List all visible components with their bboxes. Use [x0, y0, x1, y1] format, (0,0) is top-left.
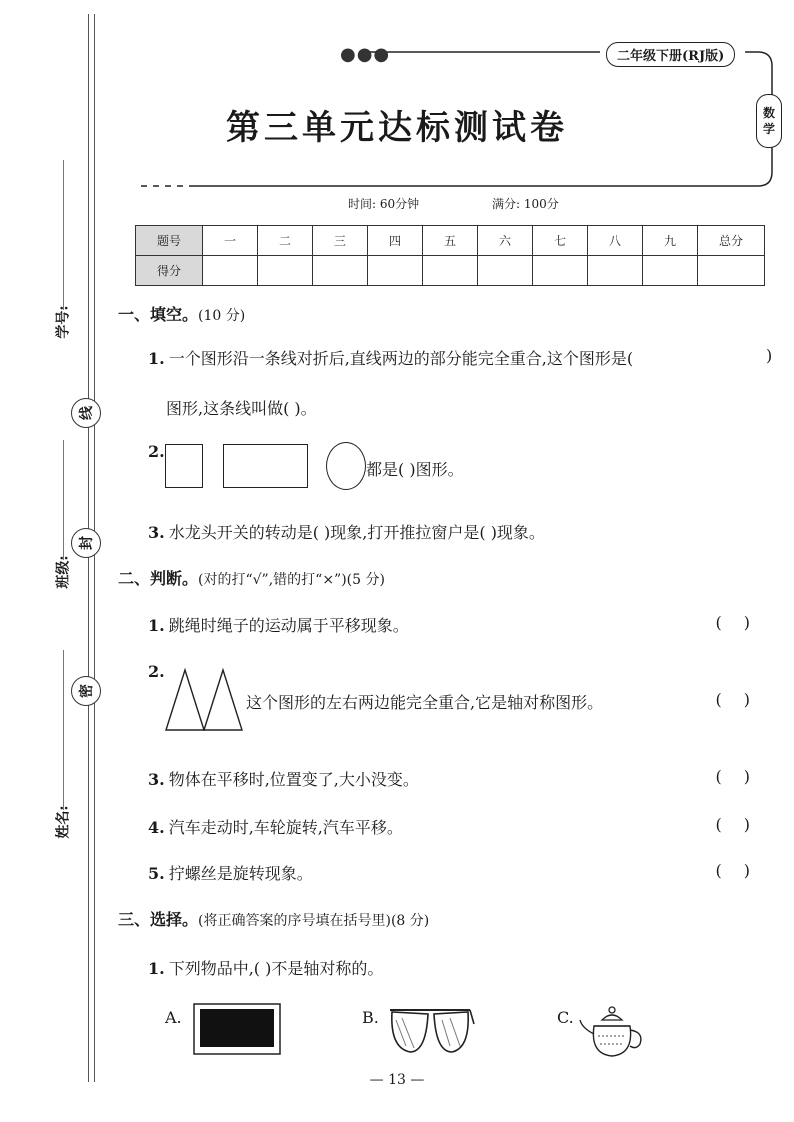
page-number: — 13 —	[369, 1072, 425, 1088]
row-label-score: 得分	[136, 256, 203, 286]
s2-item-2: 这个图形的左右两边能完全重合,它是轴对称图形。	[246, 693, 604, 712]
s2-answer-3[interactable]: ()	[715, 767, 772, 786]
line-seal-mark: 线	[71, 398, 101, 428]
score-cell[interactable]	[643, 256, 698, 286]
score-cell[interactable]	[258, 256, 313, 286]
s3-q1: 1. 下列物品中,( )不是轴对称的。	[148, 959, 384, 978]
square-shape	[165, 444, 203, 488]
twin-triangles-figure	[164, 666, 246, 734]
option-b-label: B.	[362, 1008, 379, 1027]
option-c-label: C.	[557, 1008, 574, 1027]
col-header: 七	[533, 226, 588, 256]
decor-dots: ●●●	[340, 44, 391, 65]
s1-q1-line1: 1. 一个图形沿一条线对折后,直线两边的部分能完全重合,这个图形是(	[148, 349, 634, 368]
time-info: 时间: 60分钟	[348, 197, 420, 211]
rectangle-shape	[223, 444, 308, 488]
row-label-question: 题号	[136, 226, 203, 256]
s2-item-5: 5. 拧螺丝是旋转现象。	[148, 864, 313, 883]
s2-item-4: 4. 汽车走动时,车轮旋转,汽车平移。	[148, 818, 403, 837]
score-cell[interactable]	[203, 256, 258, 286]
student-id-label: 学号:	[55, 305, 72, 339]
score-cell[interactable]	[423, 256, 478, 286]
s2-answer-5[interactable]: ()	[715, 861, 772, 880]
class-line	[63, 440, 64, 560]
s2-answer-1[interactable]: ()	[715, 613, 772, 632]
score-cell[interactable]	[533, 256, 588, 286]
col-header: 五	[423, 226, 478, 256]
col-header: 八	[588, 226, 643, 256]
s1-q2-num: 2.	[148, 442, 165, 461]
score-cell[interactable]	[368, 256, 423, 286]
col-header: 二	[258, 226, 313, 256]
teapot-image	[578, 1002, 648, 1060]
s1-q1-line2: 图形,这条线叫做( )。	[166, 399, 317, 418]
s2-answer-4[interactable]: ()	[715, 815, 772, 834]
col-header: 一	[203, 226, 258, 256]
score-cell[interactable]	[698, 256, 765, 286]
circle-shape	[326, 442, 366, 490]
page-title: 第三单元达标测试卷	[226, 108, 568, 148]
s2-item-2-num: 2.	[148, 662, 165, 681]
score-table-score-row	[136, 256, 765, 286]
score-table	[135, 225, 765, 286]
s1-q2-text: 都是( )图形。	[366, 460, 464, 479]
col-header: 九	[643, 226, 698, 256]
s1-q3: 3. 水龙头开关的转动是( )现象,打开推拉窗户是( )现象。	[148, 523, 545, 542]
col-header: 三	[313, 226, 368, 256]
s2-item-1: 1. 跳绳时绳子的运动属于平移现象。	[148, 616, 409, 635]
s1-q1-close: )	[766, 346, 773, 365]
blackboard-image	[192, 1002, 284, 1058]
secret-mark: 密	[71, 676, 101, 706]
name-line	[63, 650, 64, 810]
score-cell[interactable]	[588, 256, 643, 286]
full-score-info: 满分: 100分	[492, 197, 559, 211]
subject-badge: 数 学	[756, 94, 782, 148]
option-a-label: A.	[165, 1008, 182, 1027]
grade-badge: 二年级下册(RJ版)	[606, 42, 735, 67]
col-header: 四	[368, 226, 423, 256]
col-header-total: 总分	[698, 226, 765, 256]
col-header: 六	[478, 226, 533, 256]
score-cell[interactable]	[313, 256, 368, 286]
glasses-image	[384, 1000, 476, 1060]
s2-answer-2[interactable]: ()	[715, 690, 772, 709]
score-cell[interactable]	[478, 256, 533, 286]
section-3-heading: 三、选择。(将正确答案的序号填在括号里)(8 分)	[118, 910, 430, 929]
name-label: 姓名:	[55, 805, 72, 839]
s2-item-3: 3. 物体在平移时,位置变了,大小没变。	[148, 770, 419, 789]
section-1-heading: 一、填空。(10 分)	[118, 305, 246, 324]
section-2-heading: 二、判断。(对的打“√”,错的打“×”)(5 分)	[118, 569, 385, 588]
class-label: 班级:	[55, 555, 72, 589]
seal-mark: 封	[71, 528, 101, 558]
score-table-header-row	[136, 226, 765, 256]
